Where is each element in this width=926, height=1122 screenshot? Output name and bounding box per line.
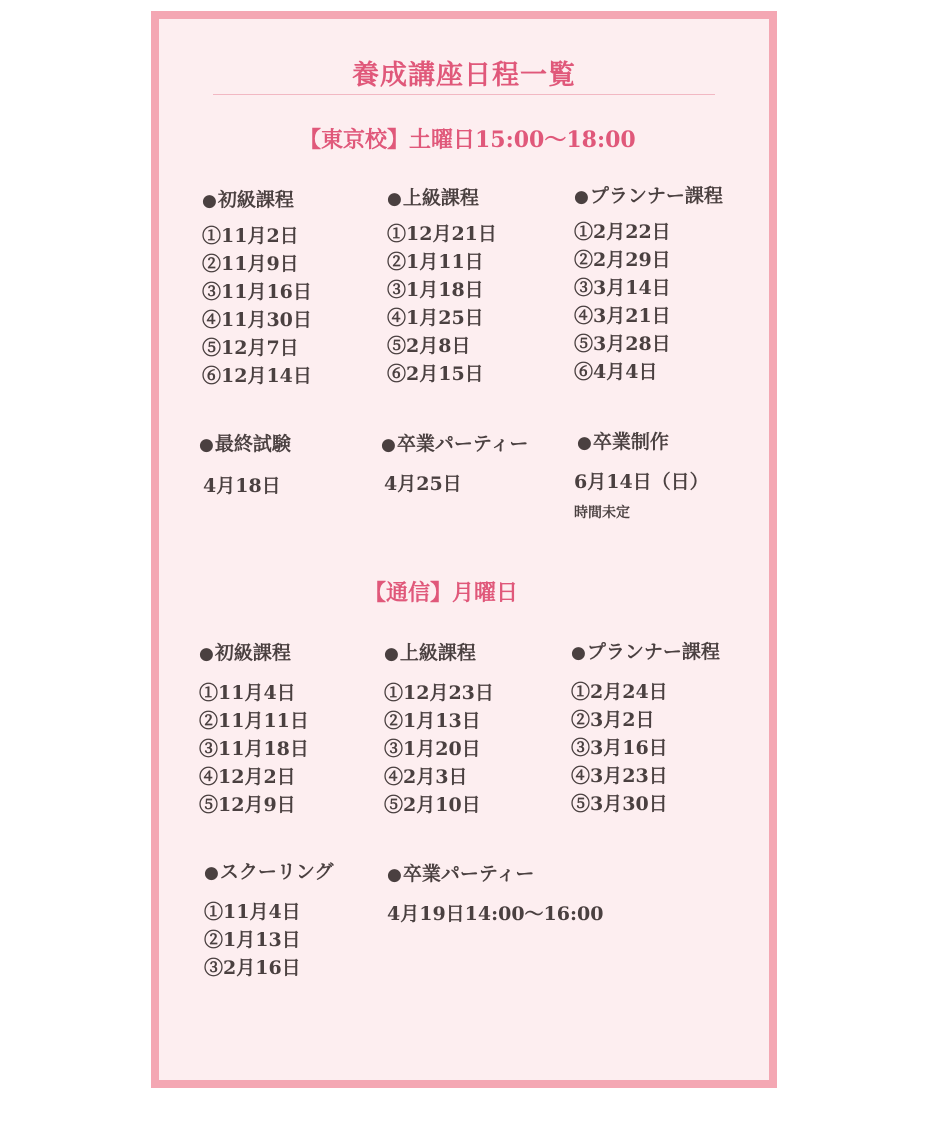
list-item: 4月25日	[384, 473, 462, 495]
list-item: ③3月16日	[571, 737, 668, 759]
date-list	[381, 470, 528, 498]
list-item: ⑤12月7日	[202, 337, 299, 359]
date-list	[387, 900, 603, 928]
tokyo-basic-course	[202, 185, 312, 390]
course-heading: ●卒業パーティー	[387, 863, 535, 885]
list-item: ③3月14日	[574, 277, 671, 299]
list-item: ②2月29日	[574, 249, 671, 271]
bullet-icon: ●	[387, 865, 402, 885]
bullet-icon: ●	[387, 189, 402, 209]
page-title: 養成講座日程一覧	[352, 60, 576, 91]
list-item: ⑥4月4日	[574, 361, 658, 383]
date-list	[574, 218, 723, 386]
remote-advanced-course	[384, 638, 494, 819]
list-item: ⑥12月14日	[202, 365, 312, 387]
list-item: 4月18日	[203, 475, 281, 497]
course-heading: ●プランナー課程	[571, 641, 720, 663]
list-item: ②3月2日	[571, 709, 655, 731]
list-item: ④3月23日	[571, 765, 668, 787]
list-item: ①11月2日	[202, 225, 299, 247]
tokyo-graduation-work	[574, 427, 709, 522]
bullet-icon: ●	[574, 187, 589, 207]
list-item: ①11月4日	[204, 901, 301, 923]
title-divider	[213, 94, 715, 95]
course-heading: ●初級課程	[199, 642, 291, 664]
date-list	[199, 679, 309, 819]
list-item: ④12月2日	[199, 766, 296, 788]
list-item: ③2月16日	[204, 957, 301, 979]
remote-heading: 【通信】月曜日	[364, 580, 519, 606]
list-item: ①12月23日	[384, 682, 494, 704]
tokyo-advanced-course	[387, 183, 497, 388]
bullet-icon: ●	[199, 435, 214, 455]
course-heading: ●上級課程	[384, 642, 476, 664]
bullet-icon: ●	[571, 643, 586, 663]
date-list	[204, 898, 333, 982]
course-heading: ●卒業制作	[577, 431, 669, 453]
list-item: ⑥2月15日	[387, 363, 484, 385]
list-item: ④3月21日	[574, 305, 671, 327]
list-item: ③11月18日	[199, 738, 309, 760]
remote-schooling	[204, 857, 333, 982]
date-list	[387, 220, 497, 388]
course-heading: ●最終試験	[199, 433, 291, 455]
list-item: ④2月3日	[384, 766, 468, 788]
list-item: 6月14日（日）	[574, 471, 709, 493]
bullet-icon: ●	[199, 644, 214, 664]
remote-planner-course	[571, 637, 720, 818]
bullet-icon: ●	[384, 644, 399, 664]
date-list	[384, 679, 494, 819]
list-item: ⑤2月8日	[387, 335, 471, 357]
list-item: ③1月20日	[384, 738, 481, 760]
date-list	[199, 472, 291, 500]
list-item: ⑤2月10日	[384, 794, 481, 816]
list-item: ②11月11日	[199, 710, 309, 732]
tokyo-graduation-party	[381, 429, 528, 498]
tokyo-final-exam	[199, 429, 291, 500]
list-item: ①12月21日	[387, 223, 497, 245]
list-item: 4月19日14:00〜16:00	[387, 903, 604, 925]
list-item: ②1月11日	[387, 251, 484, 273]
remote-graduation-party	[387, 859, 603, 928]
tokyo-planner-course	[574, 181, 723, 386]
date-list	[574, 468, 709, 522]
date-list	[571, 678, 720, 818]
list-item: ④1月25日	[387, 307, 484, 329]
bullet-icon: ●	[577, 433, 592, 453]
list-item: ②1月13日	[204, 929, 301, 951]
course-heading: ●卒業パーティー	[381, 433, 529, 455]
list-item: ①2月24日	[571, 681, 668, 703]
list-item: ④11月30日	[202, 309, 312, 331]
list-item: ①11月4日	[199, 682, 296, 704]
tokyo-heading: 【東京校】土曜日15:00〜18:00	[299, 127, 636, 153]
list-item: ③11月16日	[202, 281, 312, 303]
list-item: ①2月22日	[574, 221, 671, 243]
time-note: 時間未定	[574, 505, 630, 521]
date-list	[202, 222, 312, 390]
bullet-icon: ●	[381, 435, 396, 455]
list-item: ⑤3月28日	[574, 333, 671, 355]
bullet-icon: ●	[202, 191, 217, 211]
list-item: ⑤3月30日	[571, 793, 668, 815]
course-heading: ●上級課程	[387, 187, 479, 209]
remote-basic-course	[199, 638, 309, 819]
list-item: ②11月9日	[202, 253, 299, 275]
list-item: ⑤12月9日	[199, 794, 296, 816]
course-heading: ●プランナー課程	[574, 185, 723, 207]
course-heading: ●初級課程	[202, 189, 294, 211]
bullet-icon: ●	[204, 863, 219, 883]
course-heading: ●スクーリング	[204, 861, 334, 883]
list-item: ②1月13日	[384, 710, 481, 732]
list-item: ③1月18日	[387, 279, 484, 301]
schedule-card	[151, 11, 777, 1088]
